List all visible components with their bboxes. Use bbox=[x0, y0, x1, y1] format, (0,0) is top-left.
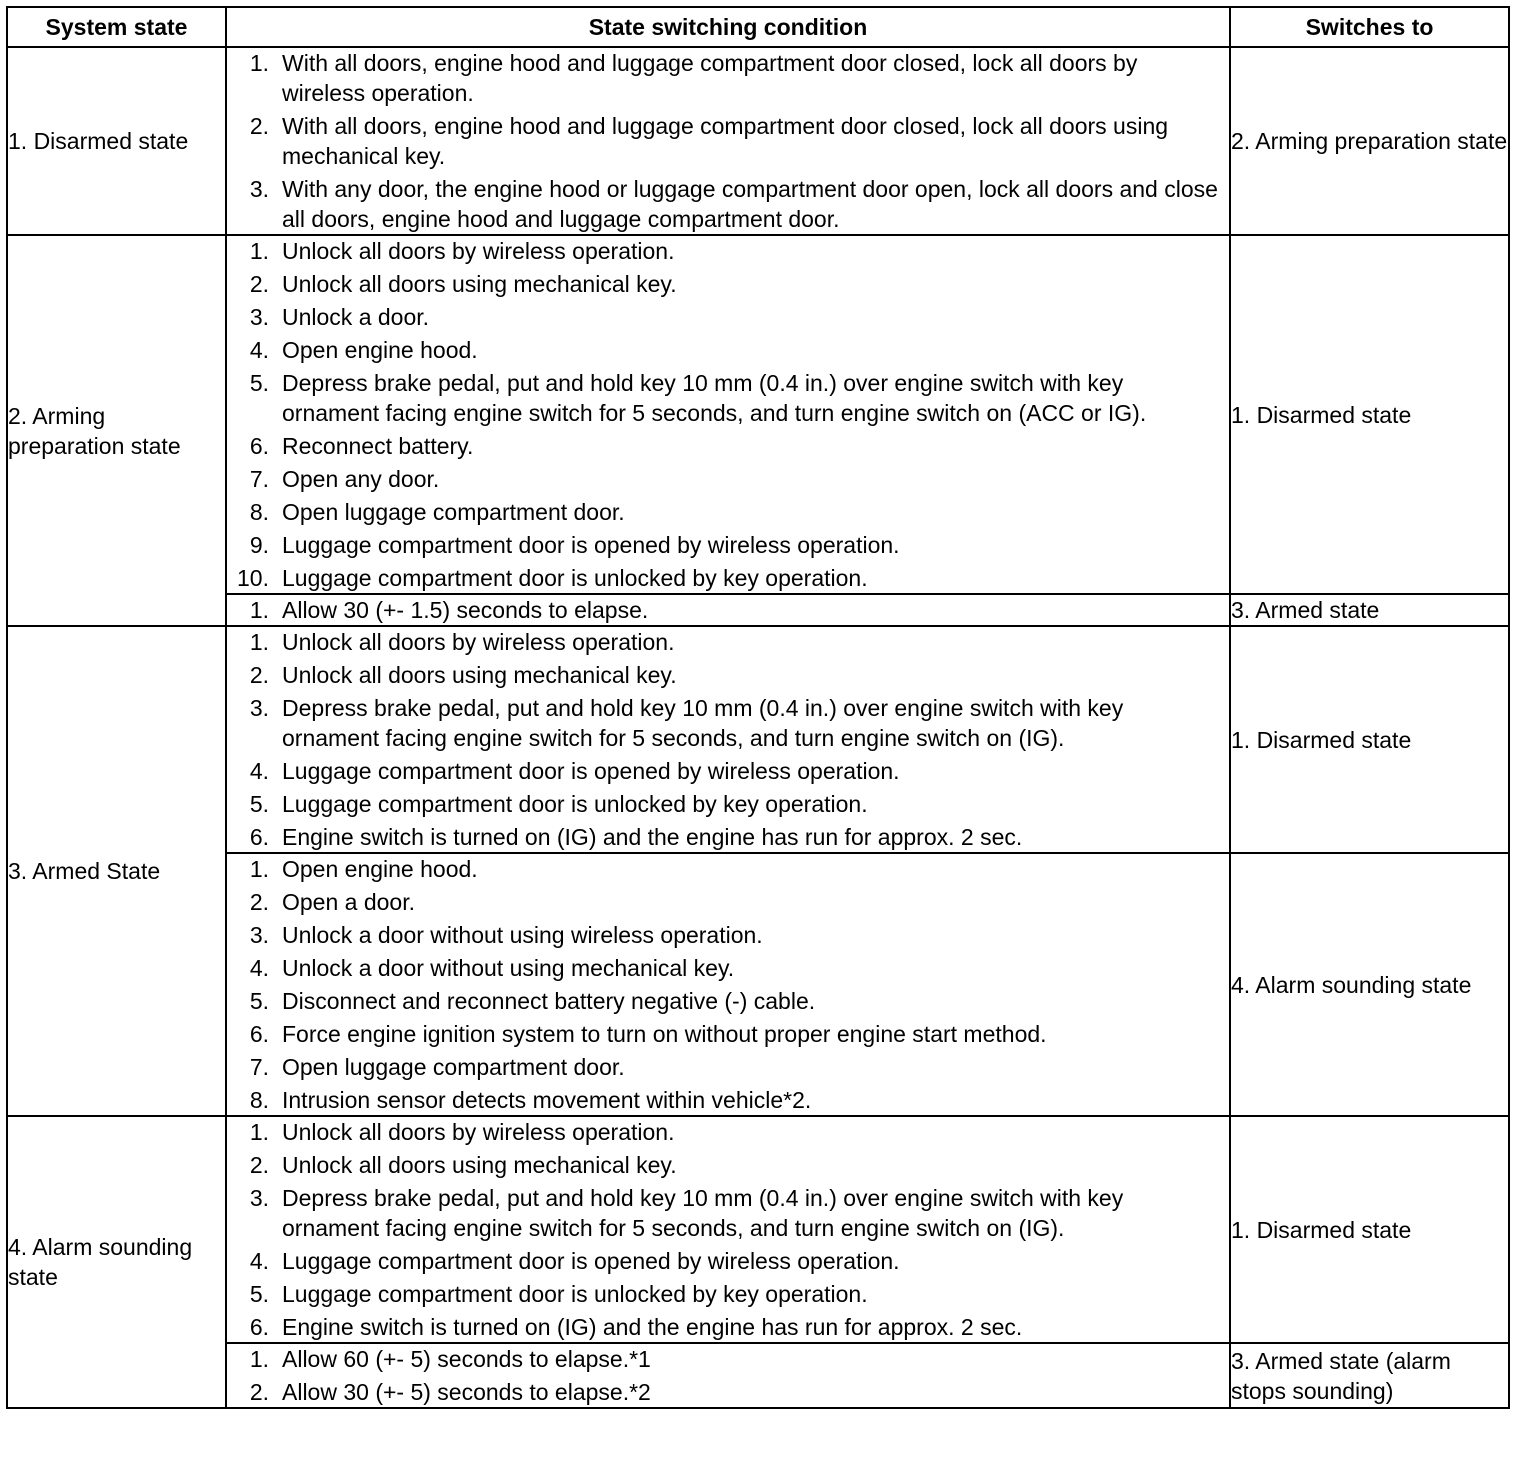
system-state-cell: 3. Armed State bbox=[7, 626, 226, 1116]
condition-text: Engine switch is turned on (IG) and the engine has run for approx. 2 sec. bbox=[282, 1314, 1023, 1340]
condition-number: 4. bbox=[249, 1248, 269, 1274]
table-row bbox=[7, 853, 1509, 1116]
table-row bbox=[7, 626, 1509, 853]
switches-to-cell: 3. Armed state (alarm stops sounding) bbox=[1230, 1343, 1509, 1408]
condition-number: 2. bbox=[249, 889, 269, 915]
condition-number: 4. bbox=[249, 758, 269, 784]
condition-number: 4. bbox=[249, 955, 269, 981]
condition-list bbox=[227, 627, 1229, 852]
condition-number: 9. bbox=[249, 532, 269, 558]
condition-text: Luggage compartment door is opened by wireless operation. bbox=[282, 1248, 900, 1274]
condition-number: 1. bbox=[249, 856, 269, 882]
condition-text: Force engine ignition system to turn on without proper engine start method. bbox=[282, 1021, 1047, 1047]
condition-text: Disconnect and reconnect battery negative (-) cable. bbox=[282, 988, 816, 1014]
condition-item bbox=[227, 1117, 1229, 1147]
condition-text: Open a door. bbox=[282, 889, 415, 915]
condition-number: 2. bbox=[249, 1379, 269, 1405]
condition-cell bbox=[226, 626, 1230, 853]
table-row bbox=[7, 1343, 1509, 1408]
condition-item bbox=[227, 236, 1229, 266]
header-system-state: System state bbox=[7, 7, 226, 47]
condition-text: Unlock all doors using mechanical key. bbox=[282, 662, 677, 688]
condition-cell bbox=[226, 853, 1230, 1116]
switches-to-cell: 2. Arming preparation state bbox=[1230, 47, 1509, 235]
condition-item bbox=[227, 111, 1229, 171]
switches-to-cell: 3. Armed state bbox=[1230, 594, 1509, 626]
condition-number: 1. bbox=[249, 1346, 269, 1372]
table-row bbox=[7, 594, 1509, 626]
condition-number: 7. bbox=[249, 1054, 269, 1080]
condition-number: 5. bbox=[249, 1281, 269, 1307]
condition-text: Luggage compartment door is opened by wireless operation. bbox=[282, 532, 900, 558]
condition-list bbox=[227, 48, 1229, 234]
condition-item bbox=[227, 1085, 1229, 1115]
condition-number: 8. bbox=[249, 499, 269, 525]
condition-item bbox=[227, 1279, 1229, 1309]
table-body bbox=[7, 47, 1509, 1408]
condition-text: Open engine hood. bbox=[282, 856, 478, 882]
condition-item bbox=[227, 530, 1229, 560]
condition-item bbox=[227, 756, 1229, 786]
condition-cell bbox=[226, 47, 1230, 235]
condition-text: Luggage compartment door is unlocked by key operation. bbox=[282, 791, 868, 817]
condition-number: 7. bbox=[249, 466, 269, 492]
condition-cell bbox=[226, 1116, 1230, 1343]
condition-number: 2. bbox=[249, 113, 269, 139]
condition-item bbox=[227, 693, 1229, 753]
switches-to-cell: 1. Disarmed state bbox=[1230, 1116, 1509, 1343]
condition-text: Unlock all doors by wireless operation. bbox=[282, 238, 675, 264]
condition-text: Depress brake pedal, put and hold key 10 mm (0.4 in.) over engine switch with key ornament facing engine switch for 5 seconds, and turn engine switch on (IG). bbox=[282, 1185, 1124, 1241]
condition-text: Unlock a door without using wireless operation. bbox=[282, 922, 763, 948]
condition-text: Unlock all doors by wireless operation. bbox=[282, 629, 675, 655]
condition-text: Unlock all doors by wireless operation. bbox=[282, 1119, 675, 1145]
condition-item bbox=[227, 953, 1229, 983]
condition-text: With all doors, engine hood and luggage compartment door closed, lock all doors using mechanical key. bbox=[282, 113, 1169, 169]
condition-item bbox=[227, 1377, 1229, 1407]
condition-text: Allow 30 (+- 5) seconds to elapse.*2 bbox=[282, 1379, 651, 1405]
condition-number: 1. bbox=[249, 629, 269, 655]
condition-item bbox=[227, 1183, 1229, 1243]
condition-text: Depress brake pedal, put and hold key 10 mm (0.4 in.) over engine switch with key ornament facing engine switch for 5 seconds, and turn engine switch on (ACC or IG). bbox=[282, 370, 1147, 426]
condition-item bbox=[227, 595, 1229, 625]
condition-text: Depress brake pedal, put and hold key 10 mm (0.4 in.) over engine switch with key ornament facing engine switch for 5 seconds, and turn engine switch on (IG). bbox=[282, 695, 1124, 751]
condition-item bbox=[227, 368, 1229, 428]
switches-to-cell: 1. Disarmed state bbox=[1230, 626, 1509, 853]
condition-item bbox=[227, 1246, 1229, 1276]
condition-item bbox=[227, 920, 1229, 950]
condition-text: Unlock all doors using mechanical key. bbox=[282, 271, 677, 297]
system-state-cell: 4. Alarm sounding state bbox=[7, 1116, 226, 1408]
condition-text: Allow 30 (+- 1.5) seconds to elapse. bbox=[282, 597, 649, 623]
condition-item bbox=[227, 887, 1229, 917]
condition-item bbox=[227, 660, 1229, 690]
state-transition-table bbox=[6, 6, 1510, 1409]
condition-number: 3. bbox=[249, 922, 269, 948]
condition-item bbox=[227, 563, 1229, 593]
condition-text: Reconnect battery. bbox=[282, 433, 474, 459]
condition-text: Engine switch is turned on (IG) and the engine has run for approx. 2 sec. bbox=[282, 824, 1023, 850]
condition-cell bbox=[226, 1343, 1230, 1408]
table-row bbox=[7, 1116, 1509, 1343]
condition-text: Unlock all doors using mechanical key. bbox=[282, 1152, 677, 1178]
condition-item bbox=[227, 986, 1229, 1016]
condition-item bbox=[227, 335, 1229, 365]
condition-text: Luggage compartment door is opened by wireless operation. bbox=[282, 758, 900, 784]
condition-number: 6. bbox=[249, 433, 269, 459]
condition-text: Open luggage compartment door. bbox=[282, 499, 625, 525]
condition-number: 5. bbox=[249, 791, 269, 817]
condition-text: With any door, the engine hood or luggage compartment door open, lock all doors and close all doors, engine hood and luggage compartment door. bbox=[282, 176, 1218, 232]
condition-text: With all doors, engine hood and luggage compartment door closed, lock all doors by wireless operation. bbox=[282, 50, 1138, 106]
condition-number: 10. bbox=[237, 565, 269, 591]
condition-item bbox=[227, 822, 1229, 852]
condition-item bbox=[227, 464, 1229, 494]
condition-number: 4. bbox=[249, 337, 269, 363]
condition-number: 3. bbox=[249, 1185, 269, 1211]
condition-number: 3. bbox=[249, 304, 269, 330]
condition-number: 3. bbox=[249, 695, 269, 721]
condition-number: 8. bbox=[249, 1087, 269, 1113]
condition-text: Allow 60 (+- 5) seconds to elapse.*1 bbox=[282, 1346, 651, 1372]
condition-item bbox=[227, 302, 1229, 332]
condition-item bbox=[227, 431, 1229, 461]
condition-number: 6. bbox=[249, 1314, 269, 1340]
condition-number: 6. bbox=[249, 824, 269, 850]
condition-item bbox=[227, 1312, 1229, 1342]
condition-item bbox=[227, 174, 1229, 234]
condition-list bbox=[227, 236, 1229, 593]
condition-number: 1. bbox=[249, 1119, 269, 1145]
condition-number: 2. bbox=[249, 271, 269, 297]
header-row bbox=[7, 7, 1509, 47]
switches-to-cell: 4. Alarm sounding state bbox=[1230, 853, 1509, 1116]
condition-list bbox=[227, 1117, 1229, 1342]
condition-cell bbox=[226, 594, 1230, 626]
condition-item bbox=[227, 1150, 1229, 1180]
condition-text: Luggage compartment door is unlocked by key operation. bbox=[282, 1281, 868, 1307]
condition-number: 2. bbox=[249, 662, 269, 688]
condition-item bbox=[227, 1052, 1229, 1082]
condition-text: Open engine hood. bbox=[282, 337, 478, 363]
header-switches-to: Switches to bbox=[1230, 7, 1509, 47]
condition-text: Open any door. bbox=[282, 466, 440, 492]
condition-text: Intrusion sensor detects movement within vehicle*2. bbox=[282, 1087, 812, 1113]
switches-to-cell: 1. Disarmed state bbox=[1230, 235, 1509, 594]
system-state-cell: 2. Arming preparation state bbox=[7, 235, 226, 626]
condition-text: Open luggage compartment door. bbox=[282, 1054, 625, 1080]
condition-item bbox=[227, 1344, 1229, 1374]
condition-item bbox=[227, 627, 1229, 657]
condition-number: 1. bbox=[249, 597, 269, 623]
condition-number: 6. bbox=[249, 1021, 269, 1047]
condition-list bbox=[227, 1344, 1229, 1407]
condition-text: Luggage compartment door is unlocked by key operation. bbox=[282, 565, 868, 591]
condition-item bbox=[227, 48, 1229, 108]
condition-number: 5. bbox=[249, 370, 269, 396]
condition-item bbox=[227, 789, 1229, 819]
condition-list bbox=[227, 854, 1229, 1115]
condition-text: Unlock a door without using mechanical key. bbox=[282, 955, 735, 981]
condition-item bbox=[227, 854, 1229, 884]
table-row bbox=[7, 47, 1509, 235]
condition-number: 1. bbox=[249, 238, 269, 264]
table-row bbox=[7, 235, 1509, 594]
condition-number: 1. bbox=[249, 50, 269, 76]
condition-number: 2. bbox=[249, 1152, 269, 1178]
condition-text: Unlock a door. bbox=[282, 304, 430, 330]
condition-list bbox=[227, 595, 1229, 625]
condition-item bbox=[227, 497, 1229, 527]
condition-item bbox=[227, 269, 1229, 299]
condition-number: 3. bbox=[249, 176, 269, 202]
condition-cell bbox=[226, 235, 1230, 594]
header-condition: State switching condition bbox=[226, 7, 1230, 47]
system-state-cell: 1. Disarmed state bbox=[7, 47, 226, 235]
condition-item bbox=[227, 1019, 1229, 1049]
condition-number: 5. bbox=[249, 988, 269, 1014]
